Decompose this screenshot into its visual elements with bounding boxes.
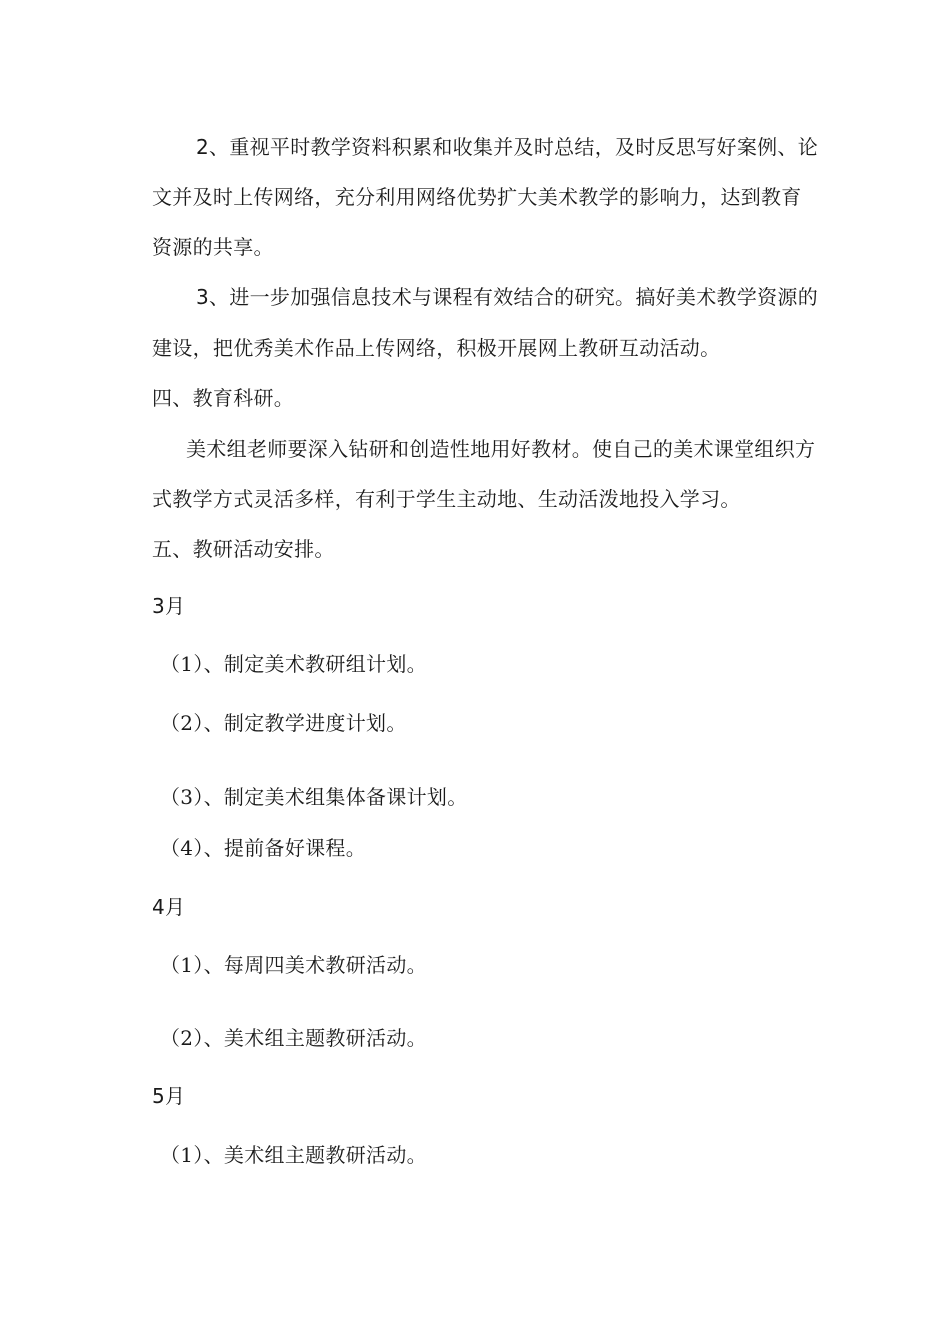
item-text: 、每周四美术教研活动。 bbox=[203, 953, 427, 977]
item-number: （2） bbox=[160, 1026, 204, 1050]
section-4-heading: 四、教育科研。 bbox=[152, 386, 295, 410]
item-number: （1） bbox=[160, 1143, 204, 1167]
march-item-1 bbox=[160, 650, 427, 678]
march-item-3 bbox=[160, 783, 468, 811]
section-5-heading: 五、教研活动安排。 bbox=[152, 537, 335, 561]
paragraph-2-line-3: 资源的共享。 bbox=[152, 235, 274, 259]
item-text: 、制定美术组集体备课计划。 bbox=[203, 785, 468, 809]
item-number: （1） bbox=[160, 652, 204, 676]
month-may: 5月 bbox=[152, 1084, 186, 1108]
section-4-line-2: 式教学方式灵活多样，有利于学生主动地、生动活泼地投入学习。 bbox=[152, 487, 741, 511]
item-text: 、提前备好课程。 bbox=[203, 836, 367, 860]
paragraph-2-line-2: 文并及时上传网络，充分利用网络优势扩大美术教学的影响力，达到教育 bbox=[152, 185, 802, 209]
item-text: 、制定教学进度计划。 bbox=[203, 711, 407, 735]
month-march: 3月 bbox=[152, 594, 186, 618]
item-text: 、美术组主题教研活动。 bbox=[203, 1026, 427, 1050]
march-item-2 bbox=[160, 709, 407, 737]
may-item-1 bbox=[160, 1141, 427, 1169]
item-text: 、制定美术教研组计划。 bbox=[203, 652, 427, 676]
item-number: （4） bbox=[160, 836, 204, 860]
paragraph-3-line-1: 3、进一步加强信息技术与课程有效结合的研究。搞好美术教学资源的 bbox=[196, 285, 819, 309]
item-number: （3） bbox=[160, 785, 204, 809]
item-number: （2） bbox=[160, 711, 204, 735]
paragraph-2-line-1: 2、重视平时教学资料积累和收集并及时总结，及时反思写好案例、论 bbox=[196, 135, 819, 159]
item-number: （1） bbox=[160, 953, 204, 977]
paragraph-3-line-2: 建设，把优秀美术作品上传网络，积极开展网上教研互动活动。 bbox=[152, 336, 721, 360]
april-item-1 bbox=[160, 951, 427, 979]
section-4-line-1: 美术组老师要深入钻研和创造性地用好教材。使自己的美术课堂组织方 bbox=[186, 437, 816, 461]
march-item-4 bbox=[160, 834, 366, 862]
item-text: 、美术组主题教研活动。 bbox=[203, 1143, 427, 1167]
month-april: 4月 bbox=[152, 895, 186, 919]
april-item-2 bbox=[160, 1024, 427, 1052]
